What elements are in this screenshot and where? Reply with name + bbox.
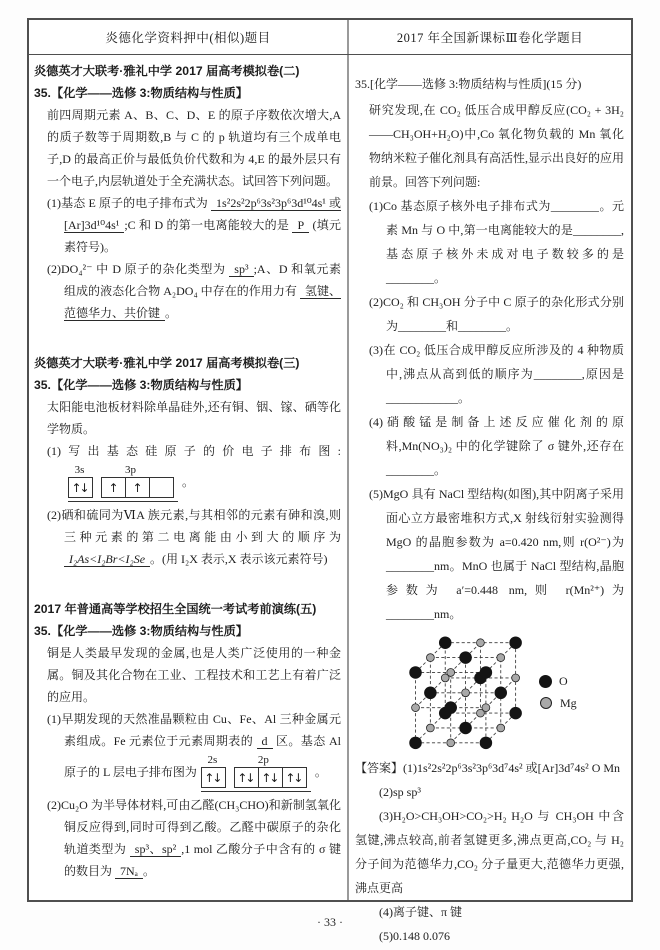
q-text: (1)写出基态硅原子的价电子排布图: <box>47 444 341 458</box>
question-intro: 前四周期元素 A、B、C、D、E 的原子序数依次增大,A 的质子数等于周期数,B 与 C 的 p 轨道均有三个成单电子,D 的最高正价与最低负价代数和为 4,E 的最外层只有一个电子,内层轨道处于全充满状态。试回答下列问题。 <box>47 108 341 188</box>
answer-blank: 氢键、范德华力、共价键 <box>64 284 341 320</box>
section-title: 炎德英才大联考·雅礼中学 2017 届高考模拟卷(三) <box>34 356 300 370</box>
orbital-diagram-aluminium-L-shell <box>201 754 311 792</box>
orbital-labels <box>201 754 311 767</box>
page-number: · 33 · <box>317 915 343 929</box>
right-column-2017-exam-question <box>347 55 631 943</box>
header-left-column-title: 炎德化学资料押中(相似)题目 <box>105 31 271 45</box>
section-mock-exam-3 <box>34 352 341 570</box>
orbital-label-2p: 2p <box>257 754 269 766</box>
q-text: 。(用 I₂X 表示,X 表示该元素符号) <box>150 552 328 566</box>
orbital-box-p1: ↑↓ <box>234 767 259 788</box>
q-text: 。 <box>165 306 178 320</box>
q-text: 。 <box>142 864 155 878</box>
orbital-label-3p: 3p <box>125 464 136 476</box>
q-text: ,1 mol 乙酸分子中含有的 σ 键的数目为 <box>64 842 341 878</box>
crystal-lattice-drawing <box>403 632 525 752</box>
legend-item-oxygen <box>539 670 577 692</box>
q-text: ;C 和 D 的第一电离能较大的是 <box>124 218 290 232</box>
question-heading: 35.[化学——选修 3:物质结构与性质](15 分) <box>355 77 582 91</box>
header-right-column-title: 2017 年全国新课标Ⅲ卷化学题目 <box>347 20 631 54</box>
two-column-body <box>29 55 631 943</box>
legend-label: O <box>559 674 568 688</box>
answer-blank: I₂As<I₂Br<I₂Se <box>64 552 150 567</box>
answer-line-2: (2)sp sp³ <box>379 785 421 799</box>
q-text: (2)硒和硫同为ⅥA 族元素,与其相邻的元素有砷和溴,则三种元素的第二电离能由小到大的顺序为 <box>47 508 341 544</box>
orbital-boxes <box>68 477 178 502</box>
answer-blank: sp³、sp² <box>130 842 181 857</box>
sub-question-3: (3)在 CO₂ 低压合成甲醇反应所涉及的 4 种物质中,沸点从高到低的顺序为________,原因是____________。 <box>369 343 624 405</box>
sub-question-1 <box>47 440 341 504</box>
answer-line-3: (3)H₂O>CH₃OH>CO₂>H₂ H₂O 与 CH₃OH 中含氢键,沸点较高,前者氢键更多,沸点更高,CO₂ 与 H₂ 分子间为范德华力,CO₂ 分子量更大,范德华力更强,沸点更高 <box>355 809 624 895</box>
section-pre-exam-drill-5 <box>34 598 341 882</box>
sub-question-5: (5)MgO 具有 NaCl 型结构(如图),其中阴离子采用面心立方最密堆积方式,X 射线衍射实验测得 MgO 的晶胞参数为 a=0.420 nm,则 r(O²⁻)为________nm。MnO 也属于 NaCl 型结构,晶胞参数为 a′=0.448 nm,则 r(Mn²⁺)为________nm。 <box>369 487 624 621</box>
orbital-box-s: ↑↓ <box>201 767 226 788</box>
sub-question-1: (1)Co 基态原子核外电子排布式为________。元素 Mn 与 O 中,第一电离能较大的是________,基态原子核外未成对电子数较多的是________。 <box>369 199 624 285</box>
answer-blank: 1s²2s²2p⁶3s²3p⁶3d¹⁰4s¹ 或[Ar]3d¹⁰4s¹ <box>64 196 342 232</box>
exam-sheet-frame <box>27 18 633 943</box>
orbital-gap <box>226 767 234 788</box>
orbital-label-2s: 2s <box>207 754 218 766</box>
section-mock-exam-2 <box>34 60 341 324</box>
orbital-box-p3: ↑↓ <box>282 767 307 788</box>
q-text: (2)DO₄²⁻ 中 D 原子的杂化类型为 <box>47 262 226 276</box>
q-text: 。 <box>314 764 327 779</box>
orbital-box-s: ↑↓ <box>68 477 93 498</box>
sub-question-1 <box>47 192 341 258</box>
answer-blank: d <box>257 734 273 749</box>
sub-question-2 <box>47 258 341 324</box>
sub-question-2 <box>47 794 341 882</box>
section-title: 炎德英才大联考·雅礼中学 2017 届高考模拟卷(二) <box>34 64 300 78</box>
question-number-heading: 35.【化学——选修 3:物质结构与性质】 <box>34 86 248 100</box>
sub-question-1 <box>47 708 341 794</box>
question-intro: 铜是人类最早发现的金属,也是人类广泛使用的一种金属。铜及其化合物在工业、工程技术和工艺上有着广泛的应用。 <box>47 646 341 704</box>
q-text: ;A、D 和氧元素组成的液态化合物 A₂DO₄ 中存在的作用力有 <box>64 262 342 298</box>
answer-line-1: 【答案】(1)1s²2s²2p⁶3s²3p⁶3d⁷4s² 或[Ar]3d⁷4s² O Mn <box>355 761 621 775</box>
q-text: (2)Cu₂O 为半导体材料,可由乙醛(CH₃CHO)和新制氢氧化铜反应得到,同时可得到乙酸。乙醛中碳原子的杂化轨道类型为 <box>47 798 341 856</box>
answer-line-5: (5)0.148 0.076 <box>379 929 450 943</box>
question-intro: 太阳能电池板材料除单晶硅外,还有铜、铟、镓、硒等化学物质。 <box>47 400 341 436</box>
orbital-labels <box>68 464 178 477</box>
orbital-box-p2: ↑↓ <box>258 767 283 788</box>
sub-question-4: (4)硝酸锰是制备上述反应催化剂的原料,Mn(NO₃)₂ 中的化学键除了 σ 键外,还存在________。 <box>369 415 624 477</box>
answer-line-4: (4)离子键、π 键 <box>379 905 463 919</box>
answer-blank: sp³ <box>229 262 253 277</box>
legend-item-magnesium <box>539 692 577 714</box>
table-header-row <box>29 20 631 55</box>
oxygen-atom-icon <box>539 675 552 688</box>
sub-question-2 <box>47 504 341 570</box>
question-number-heading: 35.【化学——选修 3:物质结构与性质】 <box>34 378 248 392</box>
q-text: 区。基态 Al 原子的 L 层电子排布图为 <box>64 734 342 779</box>
answer-blank: 7Nₐ <box>115 864 143 879</box>
nacl-crystal-structure-figure <box>403 632 624 752</box>
legend-label: Mg <box>560 696 577 710</box>
q-text: (填元素符号)。 <box>64 218 341 254</box>
left-column-similar-questions <box>29 55 347 900</box>
magnesium-atom-icon <box>540 697 552 709</box>
orbital-boxes <box>201 767 311 792</box>
orbital-box-p3 <box>149 477 174 498</box>
q-text: 。 <box>182 474 195 489</box>
orbital-box-p1: ↑ <box>101 477 126 498</box>
answer-blank: P <box>292 218 309 233</box>
question-intro: 研究发现,在 CO₂ 低压合成甲醇反应(CO₂ + 3H₂ ——CH₃OH+H₂O)中,Co 氧化物负载的 Mn 氧化物纳米粒子催化剂具有高活性,显示出良好的应用前景。回答下列问题: <box>369 103 625 189</box>
figure-legend <box>539 670 577 714</box>
sub-question-2: (2)CO₂ 和 CH₃OH 分子中 C 原子的杂化形式分别为________和________。 <box>369 295 624 333</box>
q-text: (1)基态 E 原子的电子排布式为 <box>47 196 208 210</box>
orbital-diagram-silicon <box>68 464 178 502</box>
orbital-label-3s: 3s <box>74 464 85 476</box>
question-number-heading: 35.【化学——选修 3:物质结构与性质】 <box>34 624 248 638</box>
section-title: 2017 年普通高等学校招生全国统一考试考前演练(五) <box>34 602 317 616</box>
orbital-gap <box>93 477 101 498</box>
orbital-box-p2: ↑ <box>125 477 150 498</box>
q-text: (1)早期发现的天然准晶颗粒由 Cu、Fe、Al 三种金属元素组成。Fe 元素位于元素周期表的 <box>47 712 341 748</box>
